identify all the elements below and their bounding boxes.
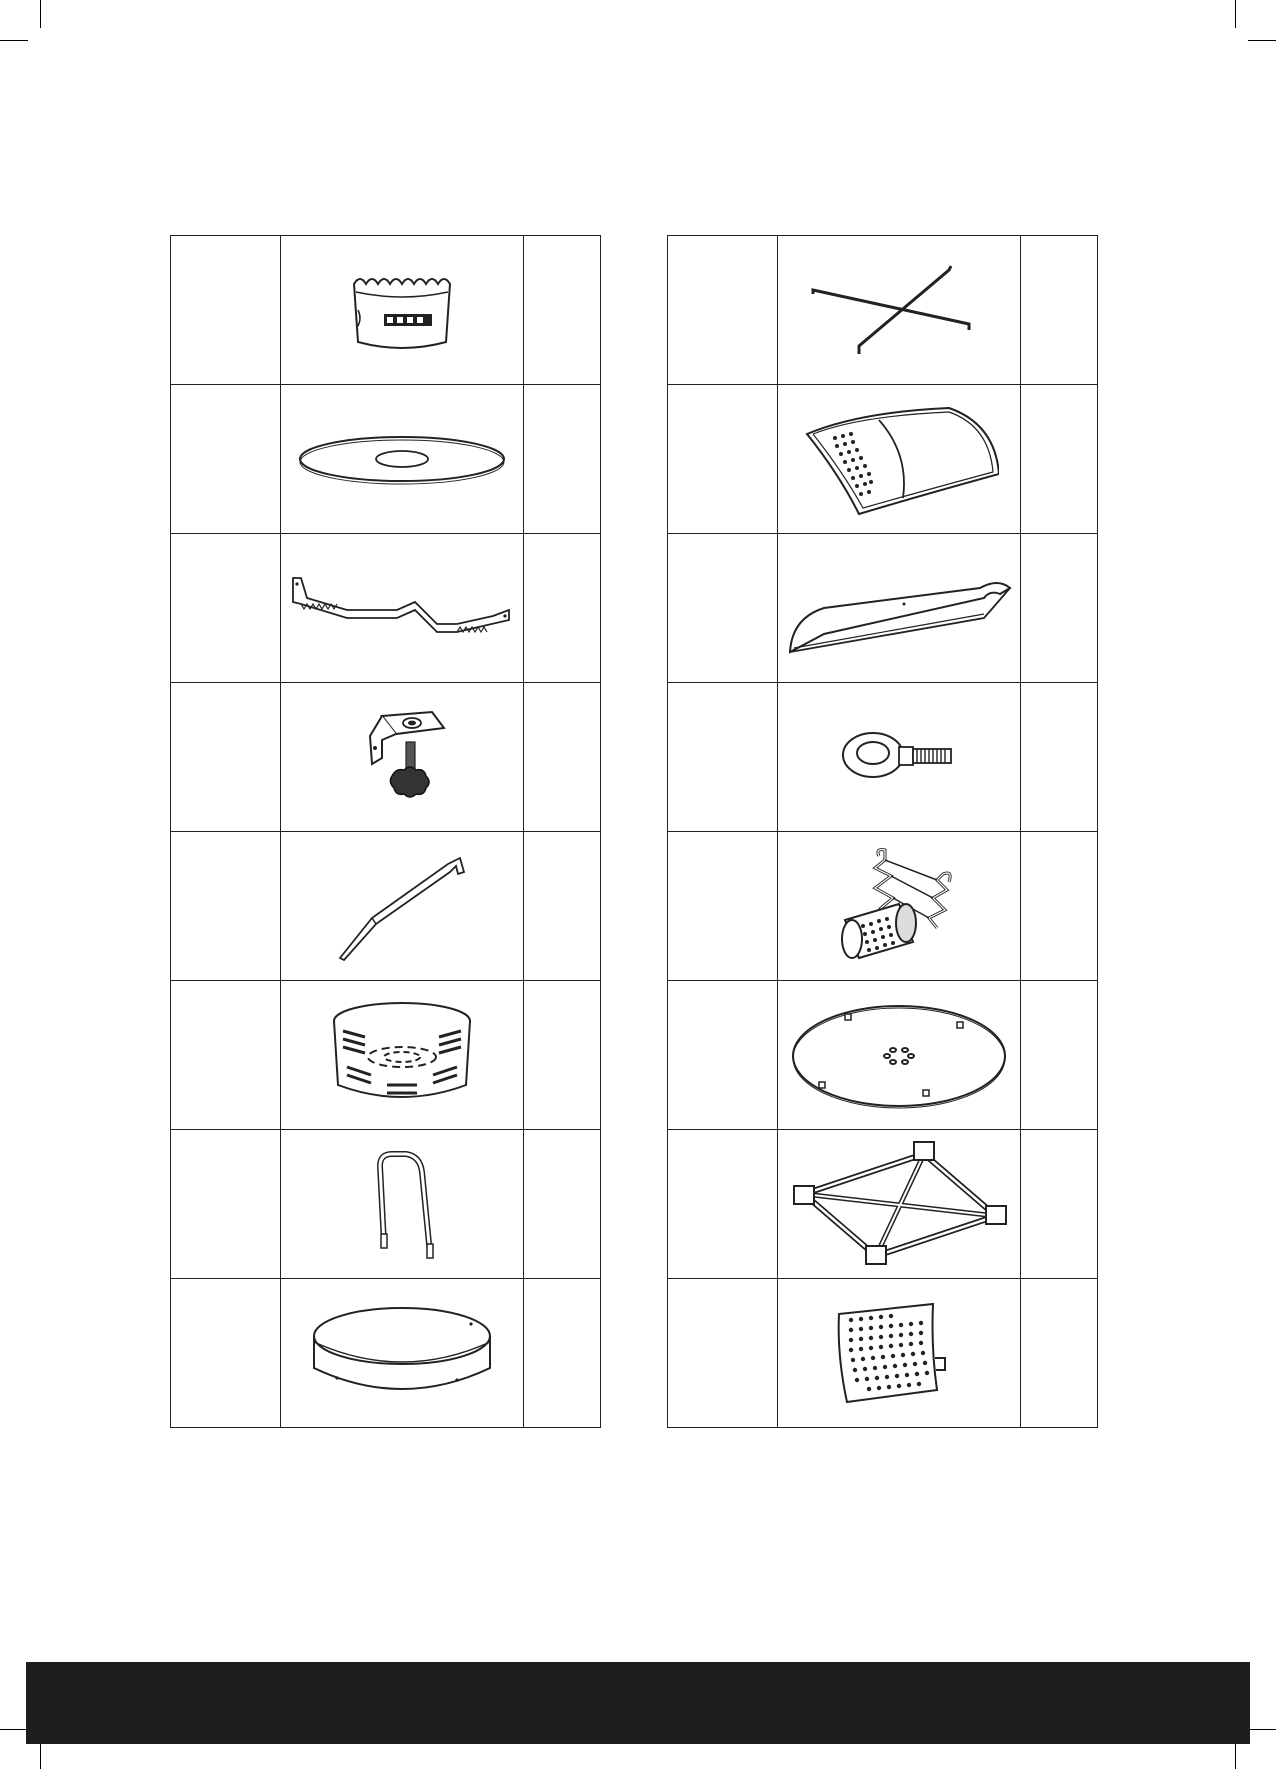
table-row [668, 1279, 1098, 1428]
table-row [171, 534, 601, 683]
table-row [171, 1279, 601, 1428]
table-row [171, 236, 601, 385]
table-row [668, 534, 1098, 683]
part-image-cell [281, 1279, 524, 1428]
fire-bowl-top-icon [342, 262, 462, 358]
part-image-cell [281, 683, 524, 832]
crop-mark [40, 0, 41, 28]
table-row [171, 1130, 601, 1279]
table-row [668, 236, 1098, 385]
part-number-cell [668, 385, 778, 534]
part-image-cell [778, 1130, 1021, 1279]
quantity-cell [1021, 981, 1098, 1130]
curved-perforated-lid-icon [799, 394, 999, 524]
table-row [171, 981, 601, 1130]
part-image-cell [778, 1279, 1021, 1428]
quantity-cell [1021, 236, 1098, 385]
part-number-cell [171, 236, 281, 385]
quantity-cell [524, 534, 601, 683]
u-handle-icon [362, 1144, 442, 1264]
flat-ring-plate-icon [297, 419, 507, 499]
table-row [171, 683, 601, 832]
table-row [668, 385, 1098, 534]
crop-mark [1235, 0, 1236, 28]
quantity-cell [1021, 683, 1098, 832]
table-row [668, 683, 1098, 832]
table-row [668, 981, 1098, 1130]
quantity-cell [524, 832, 601, 981]
metal-band-ring-icon [307, 1298, 497, 1408]
cross-rods-icon [809, 260, 989, 360]
square-frame-stand-icon [784, 1134, 1014, 1274]
footer-bar [26, 1662, 1250, 1744]
part-number-cell [171, 385, 281, 534]
perforated-screen-icon [829, 1298, 969, 1408]
part-image-cell [778, 981, 1021, 1130]
table-row [171, 832, 601, 981]
part-number-cell [171, 981, 281, 1130]
quantity-cell [524, 385, 601, 534]
table-row [171, 385, 601, 534]
vented-fire-basket-icon [327, 997, 477, 1113]
quantity-cell [1021, 832, 1098, 981]
part-number-cell [171, 683, 281, 832]
quantity-cell [524, 1279, 601, 1428]
quantity-cell [524, 236, 601, 385]
part-image-cell [281, 981, 524, 1130]
clamp-knob-icon [352, 702, 452, 812]
crop-mark [1248, 1729, 1276, 1730]
quantity-cell [1021, 1279, 1098, 1428]
crop-mark [1235, 1741, 1236, 1769]
part-image-cell [281, 236, 524, 385]
parts-table-right [667, 235, 1098, 1428]
crop-mark [40, 1741, 41, 1769]
crop-mark [0, 40, 28, 41]
quantity-cell [1021, 385, 1098, 534]
wire-rack-roller-icon [829, 846, 969, 966]
part-number-cell [171, 832, 281, 981]
part-image-cell [281, 1130, 524, 1279]
part-number-cell [668, 832, 778, 981]
part-number-cell [171, 1279, 281, 1428]
part-number-cell [668, 683, 778, 832]
quantity-cell [1021, 1130, 1098, 1279]
part-image-cell [778, 385, 1021, 534]
part-image-cell [281, 385, 524, 534]
part-number-cell [668, 1130, 778, 1279]
angled-leg-icon [332, 848, 472, 964]
parts-table-left [170, 235, 601, 1428]
part-image-cell [281, 534, 524, 683]
part-number-cell [171, 1130, 281, 1279]
crop-mark [1248, 40, 1276, 41]
part-number-cell [668, 236, 778, 385]
part-image-cell [778, 534, 1021, 683]
eye-bolt-icon [839, 717, 959, 797]
quantity-cell [524, 683, 601, 832]
curved-cover-plate-icon [784, 558, 1014, 658]
table-row [668, 1130, 1098, 1279]
part-number-cell [668, 981, 778, 1130]
quantity-cell [524, 981, 601, 1130]
part-image-cell [778, 236, 1021, 385]
part-image-cell [281, 832, 524, 981]
quantity-cell [1021, 534, 1098, 683]
part-number-cell [668, 1279, 778, 1428]
crop-mark [0, 1729, 28, 1730]
part-image-cell [778, 683, 1021, 832]
part-number-cell [668, 534, 778, 683]
quantity-cell [524, 1130, 601, 1279]
part-image-cell [778, 832, 1021, 981]
notched-bracket-icon [287, 568, 517, 648]
table-row [668, 832, 1098, 981]
round-base-plate-icon [789, 1000, 1009, 1110]
part-number-cell [171, 534, 281, 683]
